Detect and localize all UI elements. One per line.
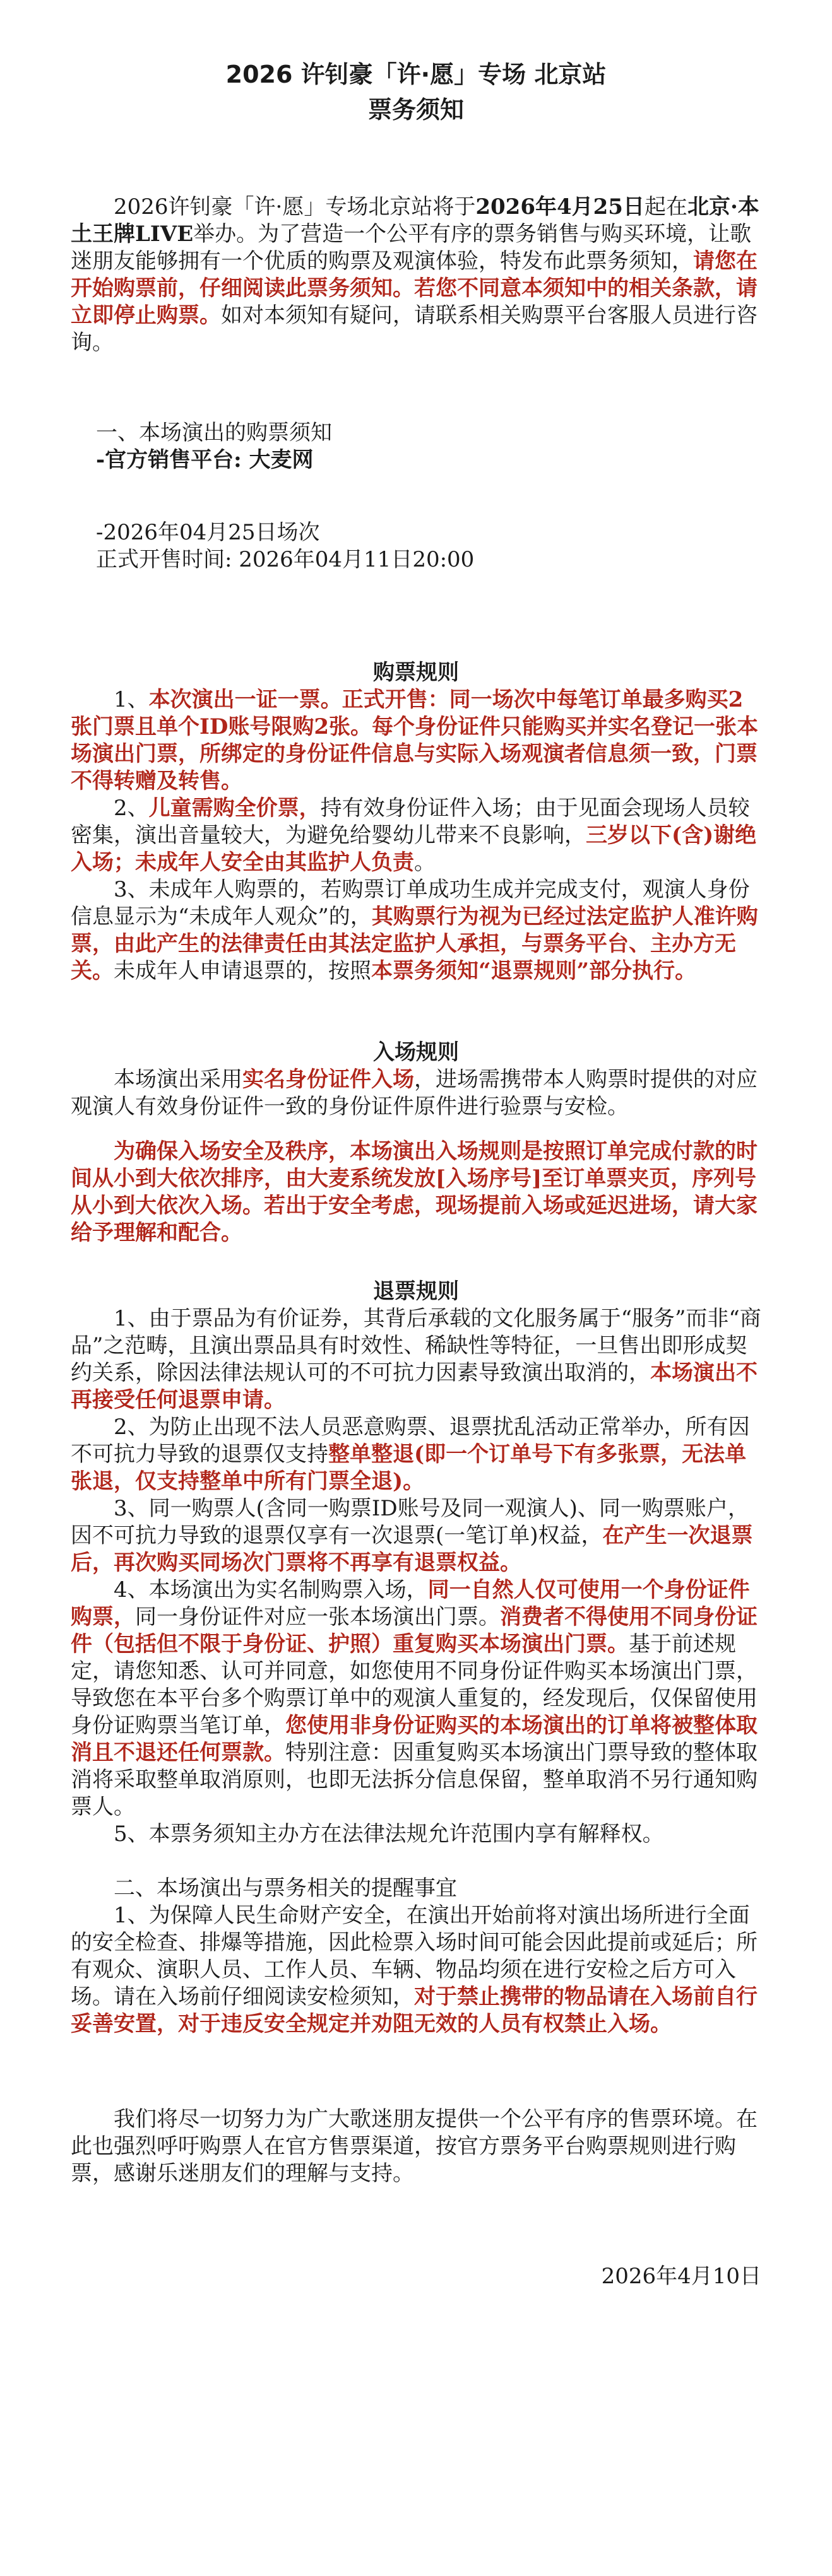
rule-3-highlight-1: 其购票行为视为已经过法定监护人准许购票，由此产生的法律责任由其法定监护人承担，与票务平台、主办方无关。 bbox=[71, 904, 758, 984]
entry-text-2: ，进场需携带本人购票时提供的对应观演人有效身份证件一致的身份证件原件进行验票与安检。 bbox=[71, 1067, 758, 1119]
refund-rule-2 bbox=[71, 1414, 761, 1495]
rule-3-highlight-2: 本票务须知“退票规则”部分执行。 bbox=[371, 958, 697, 984]
purchase-rules-heading: 购票规则 bbox=[373, 660, 459, 685]
refund-1-highlight: 本场演出不再接受任何退票申请。 bbox=[71, 1360, 758, 1413]
rule-number: 1、 bbox=[114, 687, 149, 712]
refund-4-text-3: 基于前述规定，请您知悉、认可并同意，如您使用不同身份证件购买本场演出门票，导致您在本平台多个购票订单中的观演人重复的，经发现后，仅保留使用身份证购票当笔订单， bbox=[71, 1632, 758, 1738]
section1-heading: 一、本场演出的购票须知 bbox=[96, 420, 332, 445]
intro-text-3: 举办。为了营造一个公平有序的票务销售与购买环境，让歌迷朋友能够拥有一个优质的购票及观演体验，特发布此票务须知， bbox=[71, 221, 752, 274]
entry-order-rule: 为确保入场安全及秩序，本场演出入场规则是按照订单完成付款的时间从小到大依次排序，由大麦系统发放[入场序号]至订单票夹页，序列号从小到大依次入场。若出于安全考虑，现场提前入场或延迟进场，请大家给予理解和配合。 bbox=[71, 1139, 758, 1245]
intro-paragraph bbox=[71, 194, 761, 356]
entry-text-1: 本场演出采用 bbox=[114, 1067, 242, 1092]
entry-highlight-1: 实名身份证件入场 bbox=[242, 1067, 414, 1092]
refund-3-highlight: 在产生一次退票后，再次购买同场次门票将不再享有退票权益。 bbox=[71, 1523, 753, 1575]
issue-date: 2026年4月10日 bbox=[601, 2264, 761, 2289]
rule-3-text-2: 未成年人申请退票的，按照 bbox=[114, 958, 371, 984]
refund-rule-1 bbox=[71, 1305, 761, 1414]
refund-2-text: 2、为防止出现不法人员恶意购票、退票扰乱活动正常举办，所有因不可抗力导致的退票仅支持 bbox=[71, 1414, 750, 1467]
closing-paragraph: 我们将尽一切努力为广大歌迷朋友提供一个公平有序的售票环境。在此也强烈呼吁购票人在官方售票渠道，按官方票务平台购票规则进行购票，感谢乐迷朋友们的理解与支持。 bbox=[71, 2107, 758, 2186]
refund-rule-3 bbox=[71, 1495, 761, 1577]
official-platform: -官方销售平台: 大麦网 bbox=[96, 447, 314, 473]
refund-4-highlight-2: 消费者不得使用不同身份证件（包括但不限于身份证、护照）重复购买本场演出门票。 bbox=[71, 1604, 758, 1657]
refund-1-text: 1、由于票品为有价证券，其背后承载的文化服务属于“服务”而非“商品”之范畴，且演出票品具有时效性、稀缺性等特征，一旦售出即形成契约关系，除因法律法规认可的不可抗力因素导致演出取消的， bbox=[71, 1306, 761, 1385]
session-date: -2026年04月25日场次 bbox=[96, 520, 320, 545]
intro-text-4: 如对本须知有疑问，请联系相关购票平台客服人员进行咨询。 bbox=[71, 303, 758, 355]
section2-text: 1、为保障人民生命财产安全，在演出开始前将对演出场所进行全面的安全检查、排爆等措施，因此检票入场时间可能会因此提前或延后；所有观众、演职人员、工作人员、车辆、物品均须在进行安检之后方可入场。请在入场前仔细阅读安检须知， bbox=[71, 1903, 758, 2009]
rule-3-text-1: 3、未成年人购票的，若购票订单成功生成并完成支付，观演人身份信息显示为“未成年人观众”的， bbox=[71, 877, 750, 929]
intro-warning: 请您在开始购票前，仔细阅读此票务须知。若您不同意本须知中的相关条款，请立即停止购票。 bbox=[71, 249, 758, 328]
intro-text-1: 2026许钊豪「许·愿」专场北京站将于 bbox=[114, 194, 476, 220]
refund-rules-heading: 退票规则 bbox=[373, 1279, 459, 1304]
title-line-2: 票务须知 bbox=[367, 96, 464, 124]
refund-4-text-2: 同一身份证件对应一张本场演出门票。 bbox=[135, 1604, 500, 1630]
refund-4-highlight-3: 您使用非身份证购买的本场演出的订单将被整体取消且不退还任何票款。 bbox=[71, 1713, 758, 1765]
purchase-rule-2 bbox=[71, 795, 761, 876]
refund-4-highlight-1: 同一自然人仅可使用一个身份证件购票， bbox=[71, 1577, 750, 1630]
refund-3-text: 3、同一购票人(含同一购票ID账号及同一观演人)、同一购票账户，因不可抗力导致的退票仅享有一次退票(一笔订单)权益， bbox=[71, 1496, 749, 1548]
section2-heading: 二、本场演出与票务相关的提醒事宜 bbox=[114, 1876, 457, 1901]
onsale-time: 正式开售时间: 2026年04月11日20:00 bbox=[96, 547, 475, 572]
refund-4-text-4: 特别注意：因重复购买本场演出门票导致的整体取消将采取整单取消原则，也即无法拆分信息保留，整单取消不另行通知购票人。 bbox=[71, 1740, 758, 1820]
refund-4-text-1: 4、本场演出为实名制购票入场， bbox=[114, 1577, 428, 1603]
venue-name: 北京·本土王牌LIVE bbox=[71, 194, 759, 247]
section2-paragraph bbox=[71, 1902, 761, 2038]
purchase-rule-3 bbox=[71, 876, 761, 985]
rule-2-highlight-2: 三岁以下(含)谢绝入场；未成年人安全由其监护人负责 bbox=[71, 823, 757, 875]
purchase-rule-1 bbox=[71, 686, 761, 795]
refund-rule-5: 5、本票务须知主办方在法律法规允许范围内享有解释权。 bbox=[114, 1821, 664, 1847]
rule-1-text: 本次演出一证一票。正式开售：同一场次中每笔订单最多购买2张门票且单个ID账号限购2张。每个身份证件只能购买并实名登记一张本场演出门票，所绑定的身份证件信息与实际入场观演者信息须一致，门票不得转赠及转售。 bbox=[71, 687, 759, 794]
refund-2-highlight: 整单整退(即一个订单号下有多张票，无法单张退，仅支持整单中所有门票全退)。 bbox=[71, 1442, 747, 1494]
section2-highlight: 对于禁止携带的物品请在入场前自行妥善安置，对于违反安全规定并劝阻无效的人员有权禁止入场。 bbox=[71, 1984, 758, 2037]
page-title bbox=[71, 57, 761, 127]
intro-text-2: 起在 bbox=[644, 194, 687, 220]
rule-2-text: 持有效身份证件入场；由于见面会现场人员较密集，演出音量较大，为避免给婴幼儿带来不良影响， bbox=[71, 796, 750, 848]
rule-2-highlight-1: 儿童需购全价票， bbox=[148, 796, 321, 821]
entry-rule-paragraph bbox=[71, 1066, 761, 1120]
event-date: 2026年4月25日 bbox=[475, 194, 645, 220]
rule-2-end: 。 bbox=[414, 850, 436, 875]
title-line-1: 2026 许钊豪「许·愿」专场 北京站 bbox=[225, 61, 607, 88]
rule-number: 2、 bbox=[114, 796, 149, 821]
refund-rule-4 bbox=[71, 1577, 761, 1821]
entry-rules-heading: 入场规则 bbox=[373, 1040, 459, 1065]
